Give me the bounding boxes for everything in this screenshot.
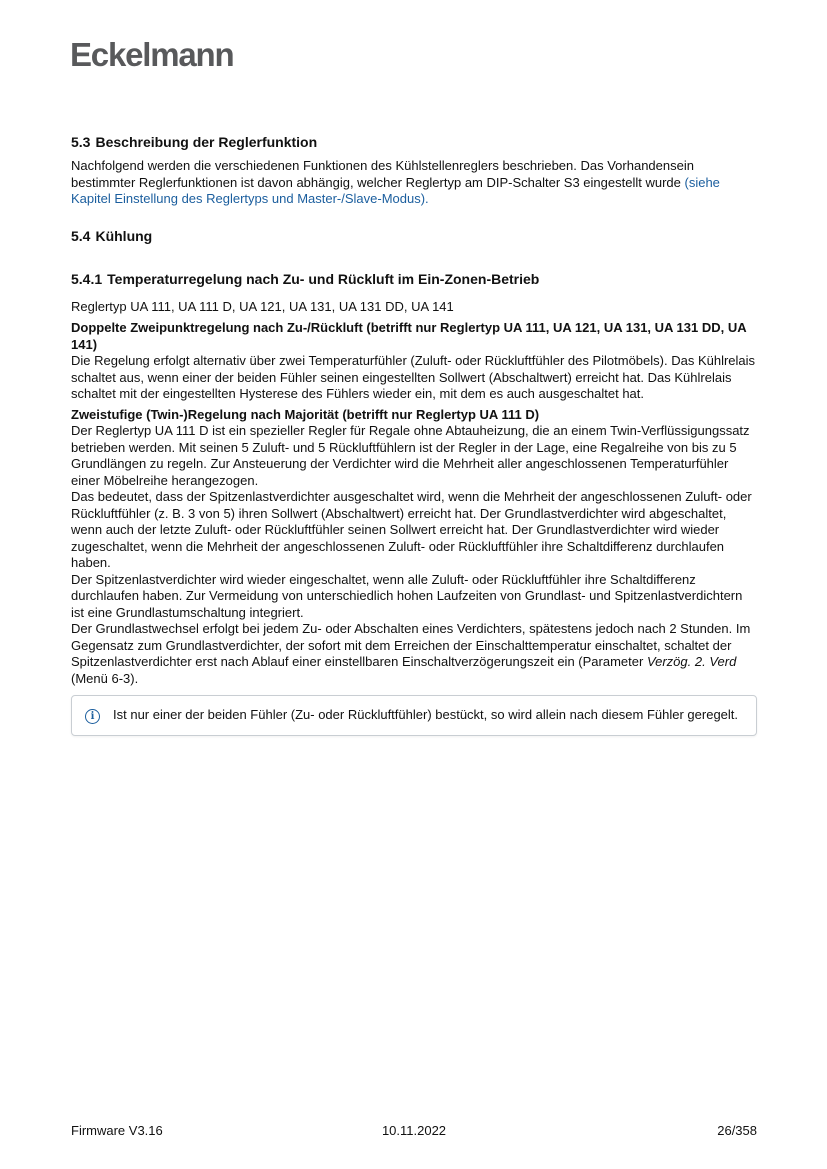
- block-heading: Zweistufige (Twin-)Regelung nach Majorität (betrifft nur Reglertyp UA 111 D): [71, 406, 540, 422]
- block-paragraph: Das bedeutet, dass der Spitzenlastverdichter ausgeschaltet wird, wenn die Mehrheit der angeschlossenen Zuluft- oder Rückluftfühler (z. B. 3 von 5) ihren Sollwert (Abschaltwert) erreicht hat. Der Grundlastverdichter wird abgeschaltet, wenn auch der letzte Zuluft- oder Rückluftfühler seinen Sollwert erreicht hat. Der Grundlastverdichter wird wieder zugeschaltet, wenn die Mehrheit der angeschlossenen Zuluft- oder Rückluftfühler ihre Schaltdifferenz durchlaufen haben.: [71, 489, 752, 570]
- info-icon: i: [85, 709, 100, 724]
- paragraph-text: Nachfolgend werden die verschiedenen Funktionen des Kühlstellenreglers beschrieben. Das Vorhandensein bestimmter Reglerfunktionen ist davon abhängig, welcher Reglertyp am DIP-Schalter S3 eingestellt wurde: [71, 158, 694, 190]
- section-number: 5.4.1: [71, 270, 103, 287]
- block-paragraph: Der Spitzenlastverdichter wird wieder eingeschaltet, wenn alle Zuluft- oder Rückluftfühler ihre Schaltdifferenz durchlaufen haben. Zur Vermeidung von unterschiedlich hohen Laufzeiten von Grundlast- und Spitzenlastverdichtern ist eine Grundlastumschaltung integriert.: [71, 571, 743, 620]
- note-text: Ist nur einer der beiden Fühler (Zu- oder Rückluftfühler) bestückt, so wird allein nach diesem Fühler geregelt.: [113, 707, 739, 722]
- section-title: Kühlung: [95, 227, 153, 244]
- block-paragraph: [71, 621, 757, 687]
- section-number: 5.4: [71, 227, 91, 244]
- block-paragraph: Der Reglertyp UA 111 D ist ein spezieller Regler für Regale ohne Abtauheizung, die an einem Twin-Verflüssigungssatz betrieben werden. Mit seinen 5 Zuluft- und 5 Rückluftfühlern ist der Regler in der Lage, eine Regalreihe von bis zu 5 Grundlängen zu regeln. Zur Ansteuerung der Verdichter wird die Mehrheit aller angeschlossenen Temperaturfühler einer Möbelreihe herangezogen.: [71, 423, 750, 488]
- section-5-3-text: [71, 158, 757, 208]
- page-content: [71, 133, 757, 736]
- section-5-3-heading: [71, 133, 757, 151]
- block-heading: Doppelte Zweipunktregelung nach Zu-/Rückluft (betrifft nur Reglertyp UA 111, UA 121, UA 131, UA 131 DD, UA 141): [71, 320, 747, 352]
- info-note: [71, 695, 757, 736]
- section-title: Beschreibung der Reglerfunktion: [95, 134, 318, 150]
- paragraph-text: (Menü 6-3).: [71, 670, 139, 686]
- footer-date: 10.11.2022: [381, 1123, 447, 1138]
- paragraph-text: Der Grundlastwechsel erfolgt bei jedem Zu- oder Abschalten eines Verdichters, spätestens jedoch nach 2 Stunden. Im Gegensatz zum Grundlastverdichter, der sofort mit dem Erreichen der Einschalttemperatur einschaltet, schaltet der Spitzenlastverdichter erst nach Ablauf einer einstellbaren Einschaltverzögerungszeit ein (Parameter: [71, 621, 751, 669]
- section-number: 5.3: [71, 134, 91, 150]
- block-twin-control: [71, 407, 757, 688]
- section-5-4-heading: [71, 227, 757, 245]
- footer-firmware: Firmware V3.16: [71, 1123, 163, 1138]
- controller-types: Reglertyp UA 111, UA 111 D, UA 121, UA 131, UA 131 DD, UA 141: [71, 298, 454, 314]
- block-text: Die Regelung erfolgt alternativ über zwei Temperaturfühler (Zuluft- oder Rückluftfühler des Pilotmöbels). Das Kühlrelais schaltet aus, wenn einer der beiden Fühler seinen eingestellten Sollwert (Abschaltwert) erreicht hat. Das Kühlrelais schaltet mit der eingestellten Hysterese des Fühlers wieder ein, mit dem es auch ausgeschaltet hat.: [71, 353, 756, 401]
- footer-page-number: 26/358: [717, 1123, 757, 1138]
- parameter-name: Verzög. 2. Verd: [646, 654, 737, 669]
- company-logo: Eckelmann: [70, 36, 234, 73]
- chapter-link[interactable]: (siehe Kapitel Einstellung des Reglertyps und Master-/Slave-Modus).: [71, 174, 720, 206]
- page-footer: [71, 1123, 757, 1139]
- block-two-point-control: [71, 320, 757, 403]
- section-title: Temperaturregelung nach Zu- und Rückluft im Ein-Zonen-Betrieb: [107, 270, 540, 287]
- section-5-4-1-heading: [71, 270, 757, 288]
